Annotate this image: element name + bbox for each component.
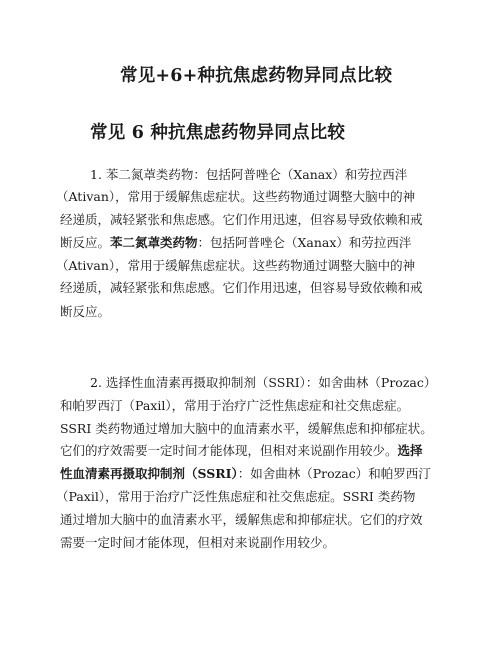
line-text: 断反应。: [60, 235, 111, 250]
paragraph-line: （Ativan），常用于缓解焦虑症状。这些药物通过调整大脑中的神: [56, 189, 416, 204]
bold-term: 性血清素再摄取抑制剂（SSRI）: [60, 466, 238, 481]
paragraph-line: 和帕罗西汀（Paxil），常用于治疗广泛性焦虑症和社交焦虑症。: [60, 398, 410, 413]
paragraph-line: [60, 443, 423, 459]
line-text: ：如舍曲林（Prozac）和帕罗西汀: [237, 466, 431, 481]
line-text: 它们的疗效需要一定时间才能体现，但相对来说副作用较少。: [60, 443, 398, 458]
paragraph-line: [60, 466, 431, 482]
paragraph-line: 2. 选择性血清素再摄取抑制剂（SSRI）：如舍曲林（Prozac）: [90, 375, 437, 390]
paragraph-line: 需要一定时间才能体现，但相对来说副作用较少。: [60, 535, 336, 550]
paragraph-line: 经递质，减轻紧张和焦虑感。它们作用迅速，但容易导致依赖和戒: [60, 280, 423, 295]
document-subtitle: 常见 6 种抗焦虑药物异同点比较: [90, 123, 346, 143]
paragraph-line: （Ativan），常用于缓解焦虑症状。这些药物通过调整大脑中的神: [56, 258, 416, 273]
paragraph-line: 1. 苯二氮䓬类药物：包括阿普唑仑（Xanax）和劳拉西泮: [90, 167, 408, 182]
bold-term: 苯二氮䓬类药物: [110, 235, 198, 250]
paragraph-line: [60, 235, 411, 251]
paragraph-line: （Paxil），常用于治疗广泛性焦虑症和社交焦虑症。SSRI 类药物: [56, 489, 416, 504]
paragraph-line: SSRI 类药物通过增加大脑中的血清素水平，缓解焦虑和抑郁症状。: [60, 421, 433, 436]
document-title: 常见+6+种抗焦虑药物异同点比较: [120, 66, 393, 86]
paragraph-line: 断反应。: [60, 304, 111, 319]
paragraph-line: 通过增加大脑中的血清素水平，缓解焦虑和抑郁症状。它们的疗效: [60, 512, 423, 527]
line-text: ：包括阿普唑仑（Xanax）和劳拉西泮: [197, 235, 412, 250]
paragraph-line: 经递质，减轻紧张和焦虑感。它们作用迅速，但容易导致依赖和戒: [60, 212, 423, 227]
bold-term: 选择: [397, 443, 423, 458]
